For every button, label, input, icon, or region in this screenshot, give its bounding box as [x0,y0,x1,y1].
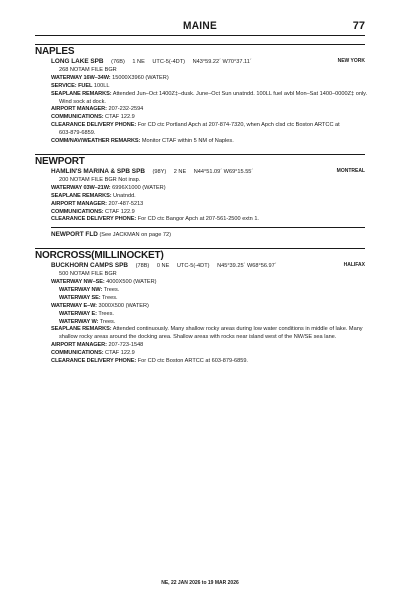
waterway-nw: WATERWAY NW: Trees. [59,286,120,293]
elevation-notam: 500 NOTAM FILE BGR [59,271,117,278]
airport-utc: UTC-5(-4DT) [152,59,186,65]
airport-manager: AIRPORT MANAGER: 207-232-2594 [51,106,144,113]
seaplane-remarks-cont: Wind sock at dock. [59,98,106,105]
airport-distance: 0 NE [156,263,170,270]
service-line: SERVICE: FUEL 100LL [51,82,110,89]
waterway-e-w: WATERWAY E–W: 3000X500 (WATER) [51,302,149,309]
clearance-delivery: CLEARANCE DELIVERY PHONE: For CD ctc Bangor Apch at 207-561-2500 extn 1. [51,216,259,223]
clearance-delivery-cont: 603-879-6859. [59,130,96,137]
city-heading: NEWPORT [35,154,365,168]
section-newport [35,154,365,240]
airport-distance: 2 NE [173,168,187,175]
comm-nav-weather-remarks: COMM/NAV/WEATHER REMARKS: Monitor CTAF within 5 NM of Naples. [51,138,234,145]
waterway-se: WATERWAY SE: Trees. [59,294,118,301]
waterway-w: WATERWAY W: Trees. [59,318,116,325]
waterway-line: WATERWAY 03W–21W: 6996X1000 (WATER) [51,184,166,191]
airport-entry-hamlins [35,168,365,224]
communications: COMMUNICATIONS: CTAF 122.9 [51,114,135,121]
seaplane-remarks: SEAPLANE REMARKS: Unatndd. [51,192,136,199]
airport-name: BUCKHORN CAMPS SPB [51,262,129,270]
crossref-link: (See JACKMAN on page 72) [99,232,171,239]
city-heading: NAPLES [35,44,365,58]
airport-title-line [51,262,365,271]
airport-name: HAMLIN'S MARINA & SPB SPB [51,167,145,175]
entry-divider [51,227,365,228]
clearance-delivery: CLEARANCE DELIVERY PHONE: For CD ctc Boston ARTCC at 603-879-6859. [51,358,248,365]
sectional-chart: HALIFAX [343,262,365,269]
sectional-chart: NEW YORK [337,58,365,64]
airport-entry-long-lake [35,58,368,146]
section-norcross [35,248,365,366]
communications: COMMUNICATIONS: CTAF 122.9 [51,208,135,215]
airport-utc: UTC-5(-4DT) [176,263,210,270]
state-title: MAINE [182,20,217,32]
communications: COMMUNICATIONS: CTAF 122.9 [51,350,135,357]
sectional-chart: MONTREAL [336,167,365,174]
airport-title-line [51,58,365,67]
city-heading: NORCROSS(MILLINOCKET) [35,248,365,262]
elevation-notam: 268 NOTAM FILE BGR [59,66,117,73]
airport-name: LONG LAKE SPB [51,58,104,65]
waterway-line: WATERWAY 16W–34W: 15000X3960 (WATER) [51,74,169,81]
section-naples [35,44,368,146]
clearance-delivery: CLEARANCE DELIVERY PHONE: For CD ctc Portland Apch at 207-874-7320, when Apch clsd ctc Boston ARTCC at [51,122,340,129]
page-number: 77 [352,20,365,32]
seaplane-remarks-cont: shallow rocky areas around the docking area. Shallow areas with rocks near island west of the NW/SE sea lane. [59,334,337,341]
page-footer: NE, 22 JAN 2026 to 19 MAR 2026 [161,580,239,586]
airport-title-line [51,168,365,177]
header-rule [35,35,365,36]
seaplane-remarks: SEAPLANE REMARKS: Attended continuously. Many shallow rocky areas during low water conditions in middle of lake. Many [51,326,363,333]
airport-coords: N44°51.09´ W69°15.55´ [193,168,254,175]
airport-id: (78B) [135,263,150,270]
waterway-nw-se: WATERWAY NW–SE: 4000X500 (WATER) [51,279,157,286]
elevation-notam: 200 NOTAM FILE BGR Not insp. [59,176,141,183]
waterway-e: WATERWAY E: Trees. [59,310,114,317]
cross-reference-newport-fld [35,231,365,240]
airport-id: (98Y) [152,168,167,175]
airport-distance: 1 NE [132,59,145,65]
crossref-name: NEWPORT FLD [51,231,98,239]
seaplane-remarks: SEAPLANE REMARKS: Attended Jun–Oct 1400Z‡–dusk. June–Oct Sun unatndd. 100LL fuel avbl Mon–Sat 1400–0000Z‡ only. [51,90,368,97]
airport-id: (76B) [111,59,125,65]
airport-coords: N43°59.22´ W70°37.11´ [192,59,252,65]
airport-manager: AIRPORT MANAGER: 207-723-1548 [51,342,144,349]
page-header [35,0,365,40]
airport-entry-buckhorn [35,262,365,366]
airport-manager: AIRPORT MANAGER: 207-487-5213 [51,200,144,207]
airport-coords: N45°39.25´ W68°56.97´ [217,263,277,270]
directory-page [35,0,368,604]
